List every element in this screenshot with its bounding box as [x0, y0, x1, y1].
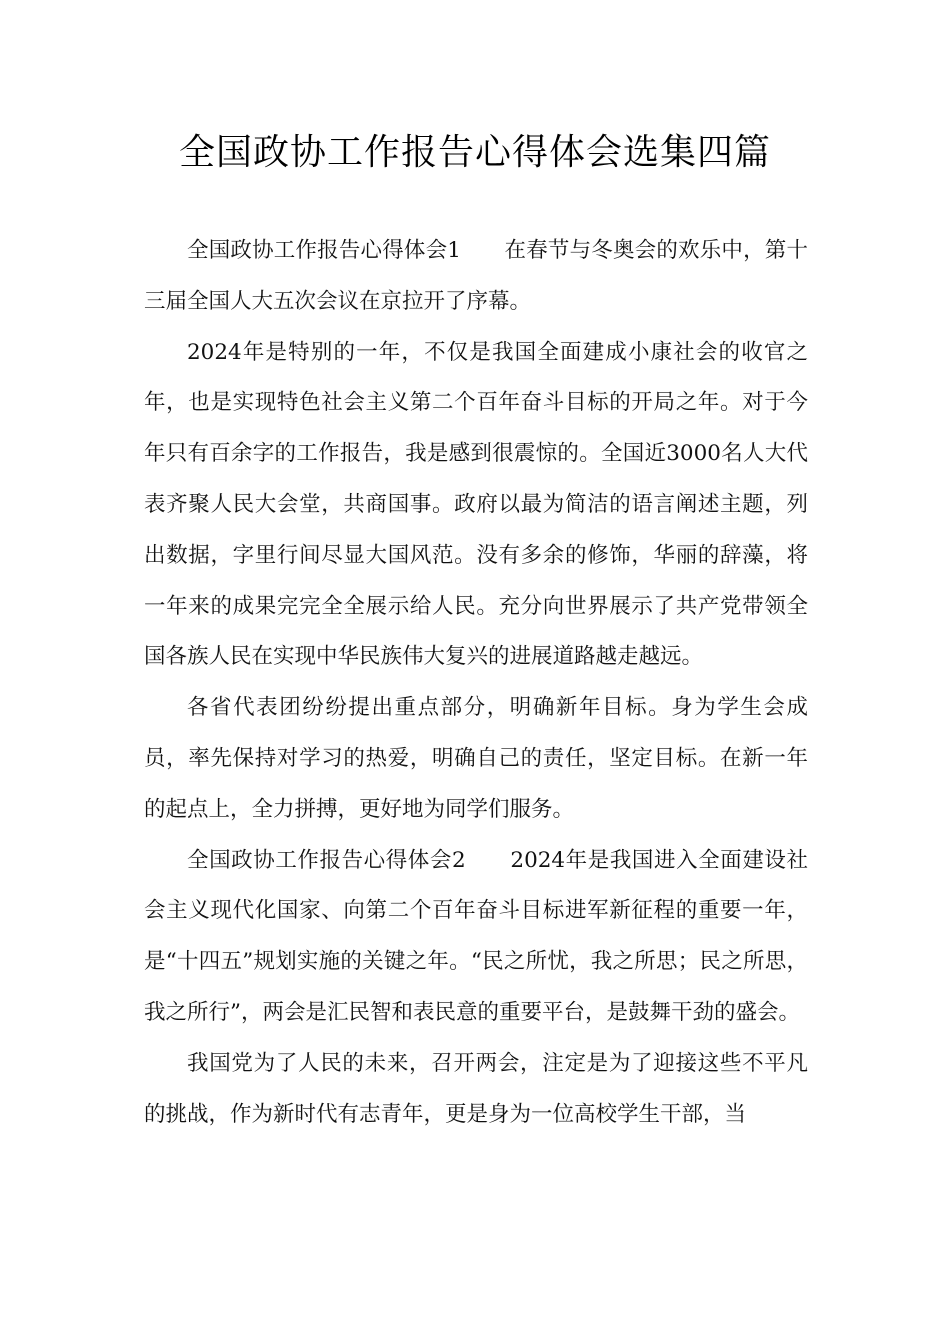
paragraph-1: 全国政协工作报告心得体会1 在春节与冬奥会的欢乐中，第十三届全国人大五次会议在京拉开了序幕。	[144, 238, 808, 314]
paragraph-5: 我国党为了人民的未来，召开两会，注定是为了迎接这些不平凡的挑战，作为新时代有志青年，更是身为一位高校学生干部，当	[144, 1050, 808, 1127]
paragraph-3: 各省代表团纷纷提出重点部分，明确新年目标。身为学生会成员，率先保持对学习的热爱，明确自己的责任，坚定目标。在新一年的起点上，全力拼搏，更好地为同学们服务。	[144, 695, 808, 822]
paragraph-2: 2024年是特别的一年，不仅是我国全面建成小康社会的收官之年，也是实现特色社会主义第二个百年奋斗目标的开局之年。对于今年只有百余字的工作报告，我是感到很震惊的。全国近3000名人大代表齐聚人民大会堂，共商国事。政府以最为简洁的语言阐述主题，列出数据，字里行间尽显大国风范。没有多余的修饰，华丽的辞藻，将一年来的成果完完全全展示给人民。充分向世界展示了共产党带领全国各族人民在实现中华民族伟大复兴的进展道路越走越远。	[144, 339, 808, 670]
document-title: 全国政协工作报告心得体会选集四篇	[178, 132, 771, 173]
paragraph-4: 全国政协工作报告心得体会2 2024年是我国进入全面建设社会主义现代化国家、向第二个百年奋斗目标进军新征程的重要一年，是“十四五”规划实施的关键之年。“民之所忧，我之所思；民之所思，我之所行”，两会是汇民智和表民意的重要平台，是鼓舞干劲的盛会。	[144, 847, 808, 1025]
document-body	[144, 226, 808, 1140]
